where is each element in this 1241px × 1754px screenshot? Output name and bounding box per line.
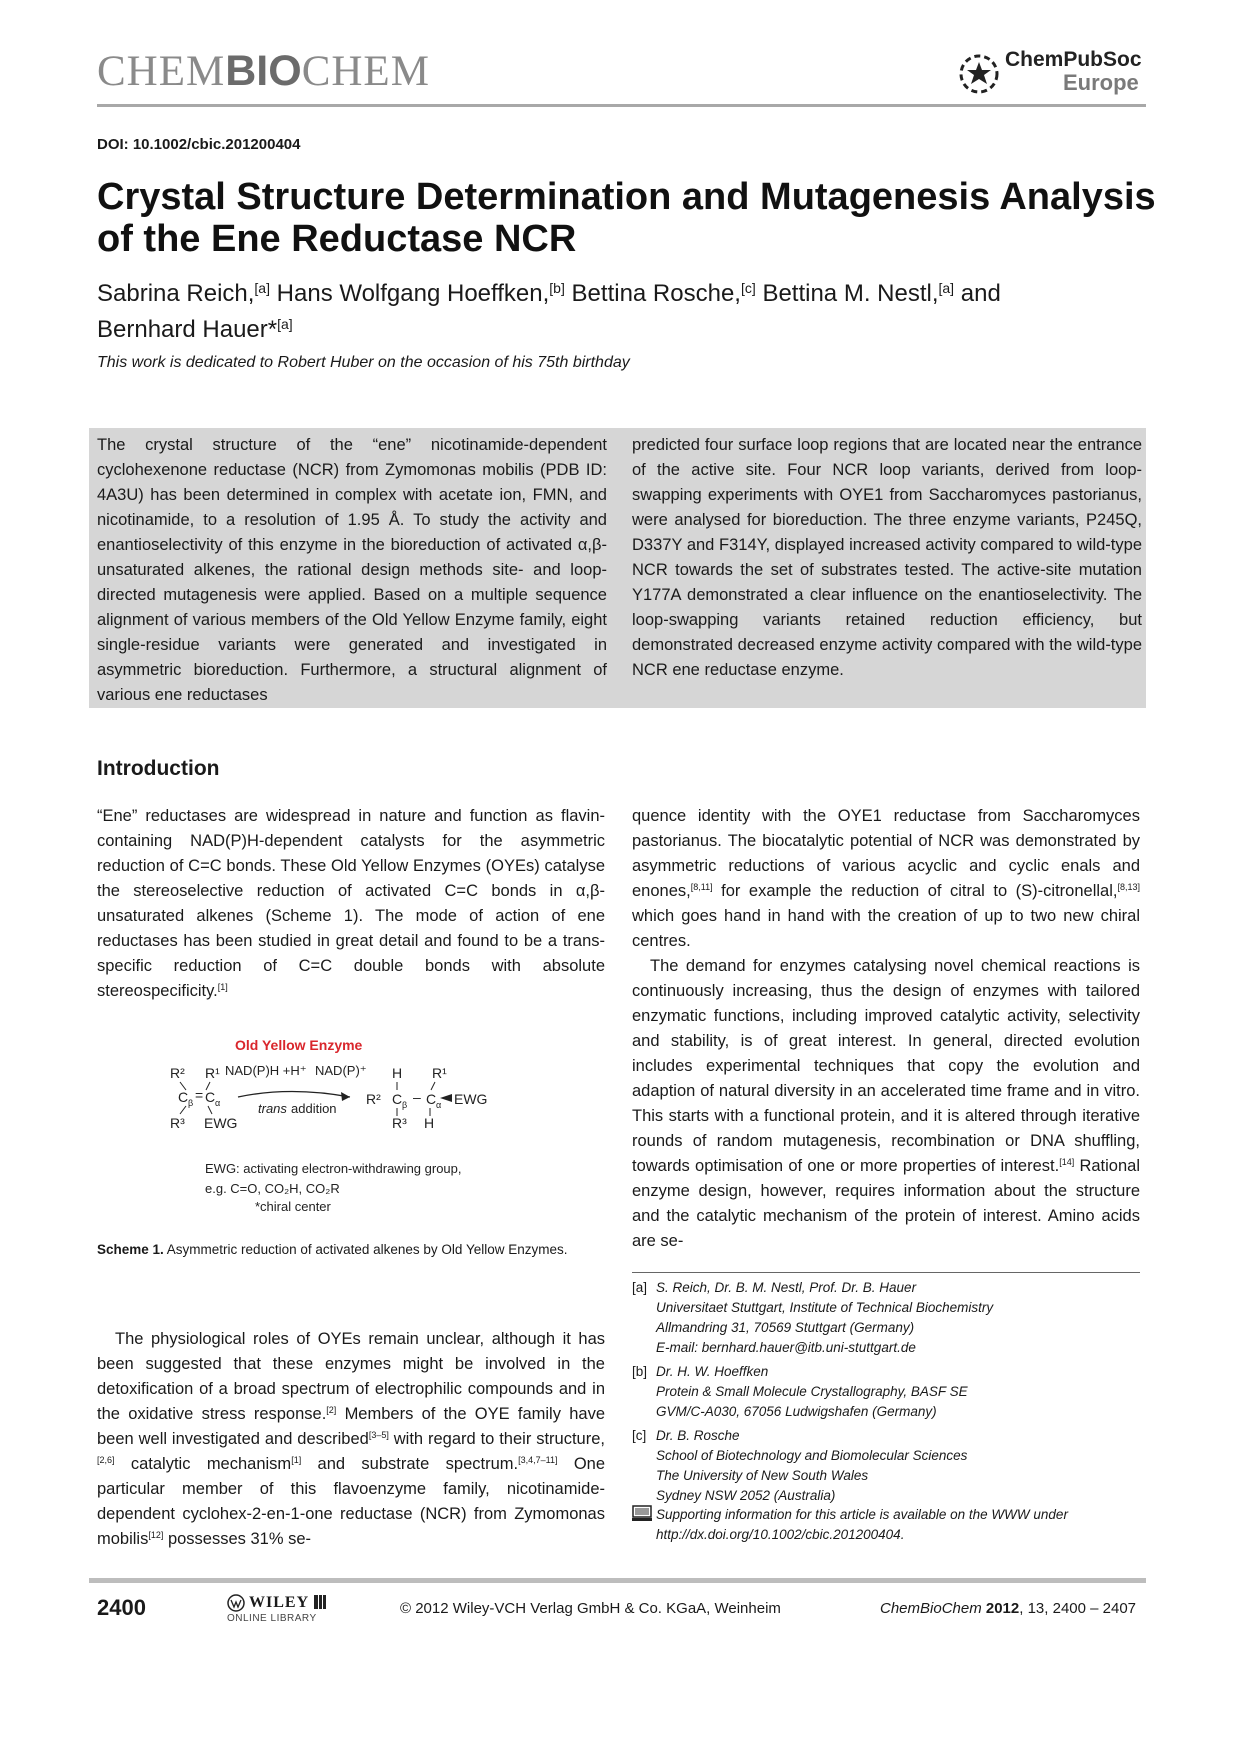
book-icon	[313, 1594, 327, 1610]
intro-paragraph-2: The physiological roles of OYEs remain unclear, although it has been suggested that these enzymes might be involved in the detoxification of a broad spectrum of electrophilic compounds and in the oxidative stress response.[2] Members of the OYE family have been well investigated and described[3–5] with regard to their structure,[2,6] catalytic mechanism[1] and substrate spectrum.[3,4,7–11] One particular member of this flavoenzyme family, nicotinamide-dependent cyclohex-2-en-1-one reductase (NCR) from Zymomonas mobilis[12] possesses 31% se-	[97, 1330, 606, 1548]
svg-text:H: H	[424, 1115, 435, 1131]
wiley-logo: WILEY ONLINE LIBRARY	[227, 1594, 337, 1628]
affiliation-b: [b] Dr. H. W. Hoeffken Protein & Small Molecule Crystallography, BASF SE GVM/C-A030, 67056 Ludwigshafen (Germany)	[632, 1364, 968, 1419]
scheme-caption: Scheme 1. Asymmetric reduction of activated alkenes by Old Yellow Enzymes.	[97, 1242, 568, 1257]
intro-paragraph-3: quence identity with the OYE1 reductase from Saccharomyces pastorianus. The biocatalytic potential of NCR was demonstrated by asymmetric reductions of various acyclic and cyclic enals and enones,[8,11] for example the reduction of citral to (S)-citronellal,[8,13] which goes hand in hand with the creation of up to two new chiral centres.	[632, 807, 1140, 950]
svg-text:R¹: R¹	[432, 1065, 447, 1081]
svg-text:R¹: R¹	[205, 1065, 220, 1081]
svg-text:*chiral center: *chiral center	[255, 1199, 331, 1214]
svg-text:R²: R²	[366, 1091, 381, 1107]
scheme-title: Old Yellow Enzyme	[235, 1038, 363, 1053]
publisher-line2: Europe	[1063, 70, 1139, 95]
affiliation-c: [c] Dr. B. Rosche School of Biotechnology and Biomolecular Sciences The University of New South Wales Sydney NSW 2052 (Australia)	[632, 1428, 968, 1503]
computer-icon	[632, 1505, 652, 1529]
author: and Bernhard Hauer*	[97, 280, 1001, 343]
svg-text:addition: addition	[291, 1101, 337, 1116]
author: Sabrina Reich,	[97, 280, 255, 307]
svg-text:β: β	[188, 1098, 194, 1108]
svg-text:C: C	[392, 1091, 403, 1107]
citation: ChemBioChem 2012, 13, 2400 – 2407	[880, 1600, 1137, 1617]
journal-logo: CHEMBIOCHEM	[97, 47, 430, 95]
svg-text:EWG: EWG	[204, 1115, 238, 1131]
doi[interactable]: DOI: 10.1002/cbic.201200404	[97, 136, 301, 153]
svg-text:α: α	[215, 1098, 221, 1108]
wiley-emblem-icon	[227, 1594, 247, 1612]
author: Bettina M. Nestl,	[762, 280, 939, 307]
publisher-line1: ChemPubSoc	[1005, 48, 1142, 71]
citation-ref[interactable]: [1]	[217, 982, 228, 992]
intro-column-2	[632, 804, 1140, 1254]
svg-text:R²: R²	[170, 1065, 185, 1081]
svg-text:C: C	[205, 1089, 216, 1105]
svg-text:NAD(P)H +H⁺: NAD(P)H +H⁺	[225, 1063, 307, 1078]
svg-text:β: β	[402, 1100, 408, 1110]
svg-text:R³: R³	[392, 1115, 407, 1131]
svg-text:H: H	[392, 1065, 403, 1081]
affiliation-rule	[632, 1272, 1140, 1273]
svg-text:=: =	[195, 1087, 204, 1103]
abstract-right: predicted four surface loop regions that are located near the entrance of the active site. Four NCR loop variants, derived from loop-swapping experiments with OYE1 from Saccharomyces pastorianus, were analysed for bioreduction. The three enzyme variants, P245Q, D337Y and F314Y, displayed increased activity compared to wild-type NCR towards the set of substrates tested. The active-site mutation Y177A demonstrated a clear influence on the enantioselectivity. The loop-swapping variants retained reduction efficiency, but demonstrated decreased enzyme activity compared with the wild-type NCR ene reductase enzyme.	[632, 436, 1142, 679]
publisher-logo	[955, 46, 1155, 102]
supporting-info: Supporting information for this article is available on the WWW under http://dx.doi.org/10.1002/cbic.201200404.	[632, 1505, 1140, 1545]
svg-text:R³: R³	[170, 1115, 185, 1131]
intro-paragraph-4: The demand for enzymes catalysing novel chemical reactions is continuously increasing, thus the design of enzymes with tailored enzymatic functions, including improved catalytic activity, selectivity and stability, is of great interest. In general, directed evolution includes experimental techniques that copy the evolution and adaption of natural diversity in an accelerated time frame and in vitro. This starts with a functional protein, and it is altered through iterative rounds of random mutagenesis, recombination or DNA shuffling, towards optimisation of one or more properties of interest.[14] Rational enzyme design, however, requires information about the structure and the catalytic mechanism of the protein of interest. Amino acids are se-	[632, 957, 1141, 1250]
article-title: Crystal Structure Determination and Mutagenesis Analysis of the Ene Reductase NCR	[97, 176, 1156, 260]
svg-text:NAD(P)⁺: NAD(P)⁺	[315, 1063, 367, 1078]
supporting-info-link[interactable]: http://dx.doi.org/10.1002/cbic.201200404.	[656, 1527, 905, 1542]
intro-paragraph-1: “Ene” reductases are widespread in nature and function as flavin-containing NAD(P)H-dependent catalysts for the asymmetric reduction of C=C bonds. These Old Yellow Enzymes (OYEs) catalyse the stereoselective reduction of activated C=C bonds in α,β-unsaturated alkenes (Scheme 1). The mode of action of ene reductases has been studied in great detail and found to be a trans-specific reduction of C=C double bonds with absolute stereospecificity.[1]	[97, 807, 605, 1000]
author-list: Sabrina Reich,[a] Hans Wolfgang Hoeffken,[b] Bettina Rosche,[c] Bettina M. Nestl,[a] and Bernhard Hauer*[a]	[97, 280, 1001, 343]
dedication: This work is dedicated to Robert Huber on the occasion of his 75th birthday	[97, 354, 630, 371]
chempubsoc-star-icon	[955, 48, 1005, 98]
svg-text:trans: trans	[258, 1101, 287, 1116]
footer-rule	[89, 1578, 1146, 1583]
svg-text:C: C	[426, 1091, 437, 1107]
reaction-scheme-graphic	[160, 1038, 580, 1223]
svg-text:–: –	[413, 1089, 421, 1105]
svg-text:C: C	[178, 1089, 189, 1105]
svg-text:α: α	[436, 1100, 442, 1110]
section-heading: Introduction	[97, 757, 220, 780]
header-rule	[97, 104, 1146, 107]
email-link[interactable]: E-mail: bernhard.hauer@itb.uni-stuttgart.de	[656, 1340, 916, 1355]
author: Hans Wolfgang Hoeffken,	[276, 280, 550, 307]
svg-text:e.g. C=O, CO₂H, CO₂R: e.g. C=O, CO₂H, CO₂R	[205, 1181, 340, 1196]
scheme-1	[160, 1038, 580, 1223]
affiliation-a: [a] S. Reich, Dr. B. M. Nestl, Prof. Dr. B. Hauer Universitaet Stuttgart, Institute of Technical Biochemistry Allmandring 31, 70569 Stuttgart (Germany) E-mail: bernhard.hauer@itb.uni-stuttgart.de	[632, 1278, 1140, 1358]
page-number: 2400	[97, 1595, 146, 1620]
copyright: © 2012 Wiley-VCH Verlag GmbH & Co. KGaA, Weinheim	[400, 1600, 781, 1617]
svg-text:EWG: EWG	[454, 1091, 488, 1107]
author: Bettina Rosche,	[571, 280, 741, 307]
abstract-left: The crystal structure of the “ene” nicotinamide-dependent cyclohexenone reductase (NCR) from Zymomonas mobilis (PDB ID: 4A3U) has been determined in complex with acetate ion, FMN, and nicotinamide, to a resolution of 1.95 Å. To study the activity and enantioselectivity of this enzyme in the bioreduction of activated α,β-unsaturated alkenes, the rational design methods site- and loop-directed mutagenesis were applied. Based on a multiple sequence alignment of various members of the Old Yellow Enzyme family, eight single-residue variants were generated and investigated in asymmetric bioreduction. Furthermore, a structural alignment of various ene reductases	[97, 436, 607, 704]
svg-text:EWG: activating electron-withd: EWG: activating electron-withdrawing group,	[205, 1161, 462, 1176]
